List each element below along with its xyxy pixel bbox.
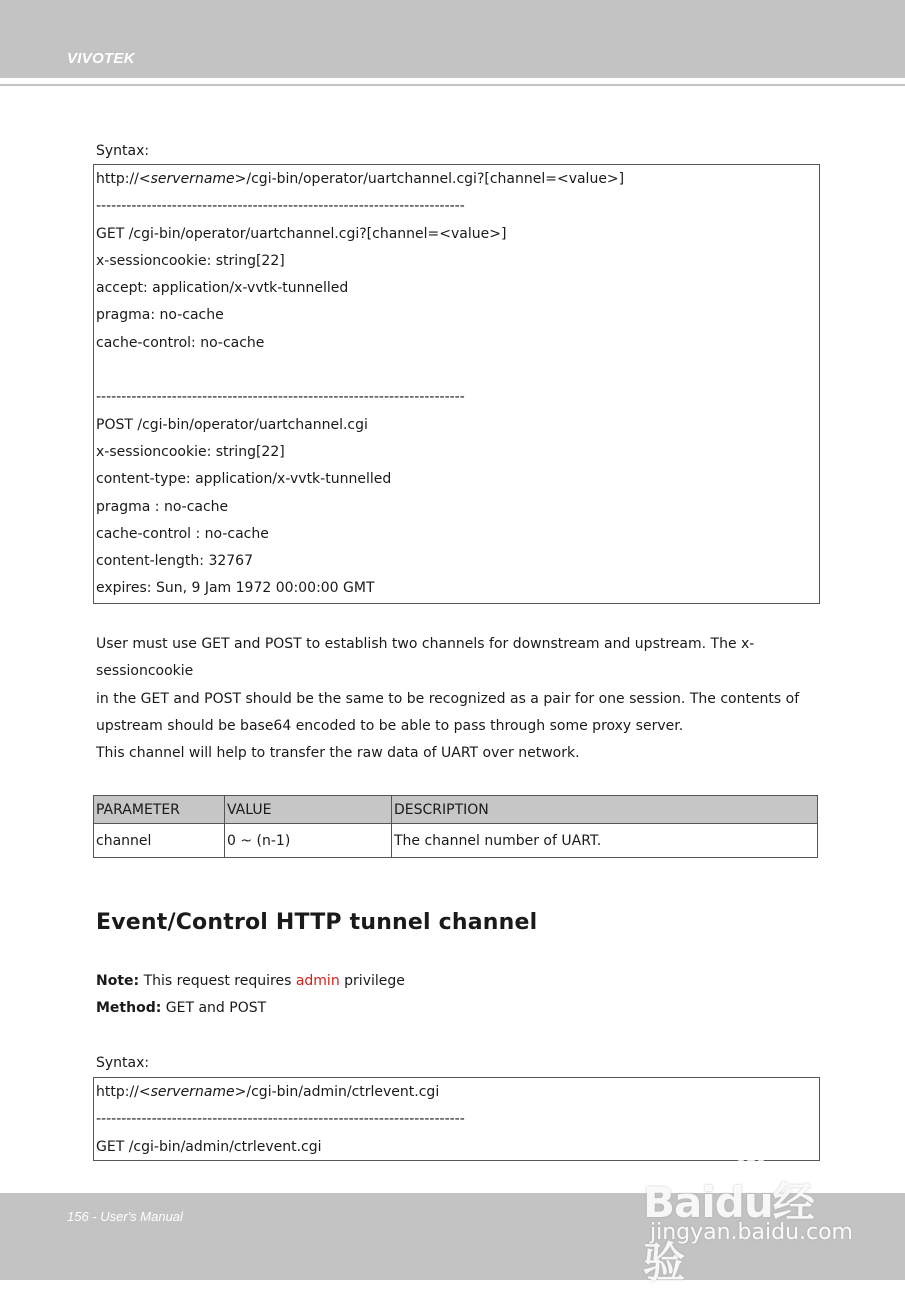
syntax-box-2 [93, 1077, 820, 1161]
privilege-note: Note: This request requires admin privilege [96, 973, 405, 989]
syntax-box [93, 164, 820, 604]
syntax-line: GET /cgi-bin/operator/uartchannel.cgi?[channel=<value>] [96, 225, 507, 242]
watermark-brand: Baidu经验 [643, 1178, 814, 1287]
syntax-line: cache-control : no-cache [96, 525, 269, 542]
syntax-line: content-length: 32767 [96, 553, 253, 570]
method-line: Method: GET and POST [96, 1000, 267, 1016]
syntax-line: pragma : no-cache [96, 498, 229, 515]
syntax-line: POST /cgi-bin/operator/uartchannel.cgi [96, 416, 368, 433]
syntax-line: cache-control: no-cache [96, 334, 265, 351]
syntax-url-line: http://<servername>/cgi-bin/operator/uartchannel.cgi?[channel=<value>] [96, 171, 625, 187]
syntax-line: ------------------------------------------------------------------------- [96, 198, 465, 215]
syntax-line: x-sessioncookie: string[22] [96, 252, 285, 269]
column-header: DESCRIPTION [392, 796, 818, 824]
syntax-line: content-type: application/x-vvtk-tunnelled [96, 471, 392, 488]
section-title: Event/Control HTTP tunnel channel [96, 910, 538, 935]
syntax-line: pragma: no-cache [96, 307, 224, 324]
syntax-line: x-sessioncookie: string[22] [96, 443, 285, 460]
watermark-url: jingyan.baidu.com [649, 1220, 853, 1245]
brand-logo: VIVOTEK [67, 50, 135, 67]
baidu-watermark [643, 1150, 853, 1287]
page-number: 156 - User's Manual [67, 1209, 183, 1224]
header-divider [0, 84, 905, 86]
column-header: PARAMETER [94, 796, 225, 824]
table-header-row [94, 796, 818, 824]
syntax-url-line: http://<servername>/cgi-bin/admin/ctrlevent.cgi [96, 1084, 440, 1100]
syntax-line: expires: Sun, 9 Jam 1972 00:00:00 GMT [96, 580, 375, 597]
paragraph-line: upstream should be base64 encoded to be able to pass through some proxy server. [96, 717, 684, 734]
syntax-line: ------------------------------------------------------------------------- [96, 389, 465, 406]
table-cell: The channel number of UART. [392, 824, 818, 858]
description-paragraph [96, 631, 826, 740]
uart-paragraph: This channel will help to transfer the raw data of UART over network. [96, 745, 580, 761]
parameter-table [93, 795, 818, 858]
paragraph-line: in the GET and POST should be the same to be recognized as a pair for one session. The contents of [96, 690, 800, 707]
column-header: VALUE [225, 796, 392, 824]
paragraph-line: User must use GET and POST to establish two channels for downstream and upstream. The x-sessioncookie [96, 636, 755, 680]
page-header [0, 0, 905, 78]
privilege-level: admin [295, 973, 340, 989]
syntax-label-2: Syntax: [96, 1055, 150, 1071]
table-cell: channel [94, 824, 225, 858]
syntax-line: GET /cgi-bin/admin/ctrlevent.cgi [96, 1138, 322, 1155]
syntax-line: accept: application/x-vvtk-tunnelled [96, 280, 349, 297]
syntax-line [96, 361, 817, 388]
table-row [94, 824, 818, 858]
table-cell: 0 ~ (n-1) [225, 824, 392, 858]
syntax-line: ------------------------------------------------------------------------- [96, 1111, 465, 1128]
syntax-label: Syntax: [96, 143, 150, 159]
